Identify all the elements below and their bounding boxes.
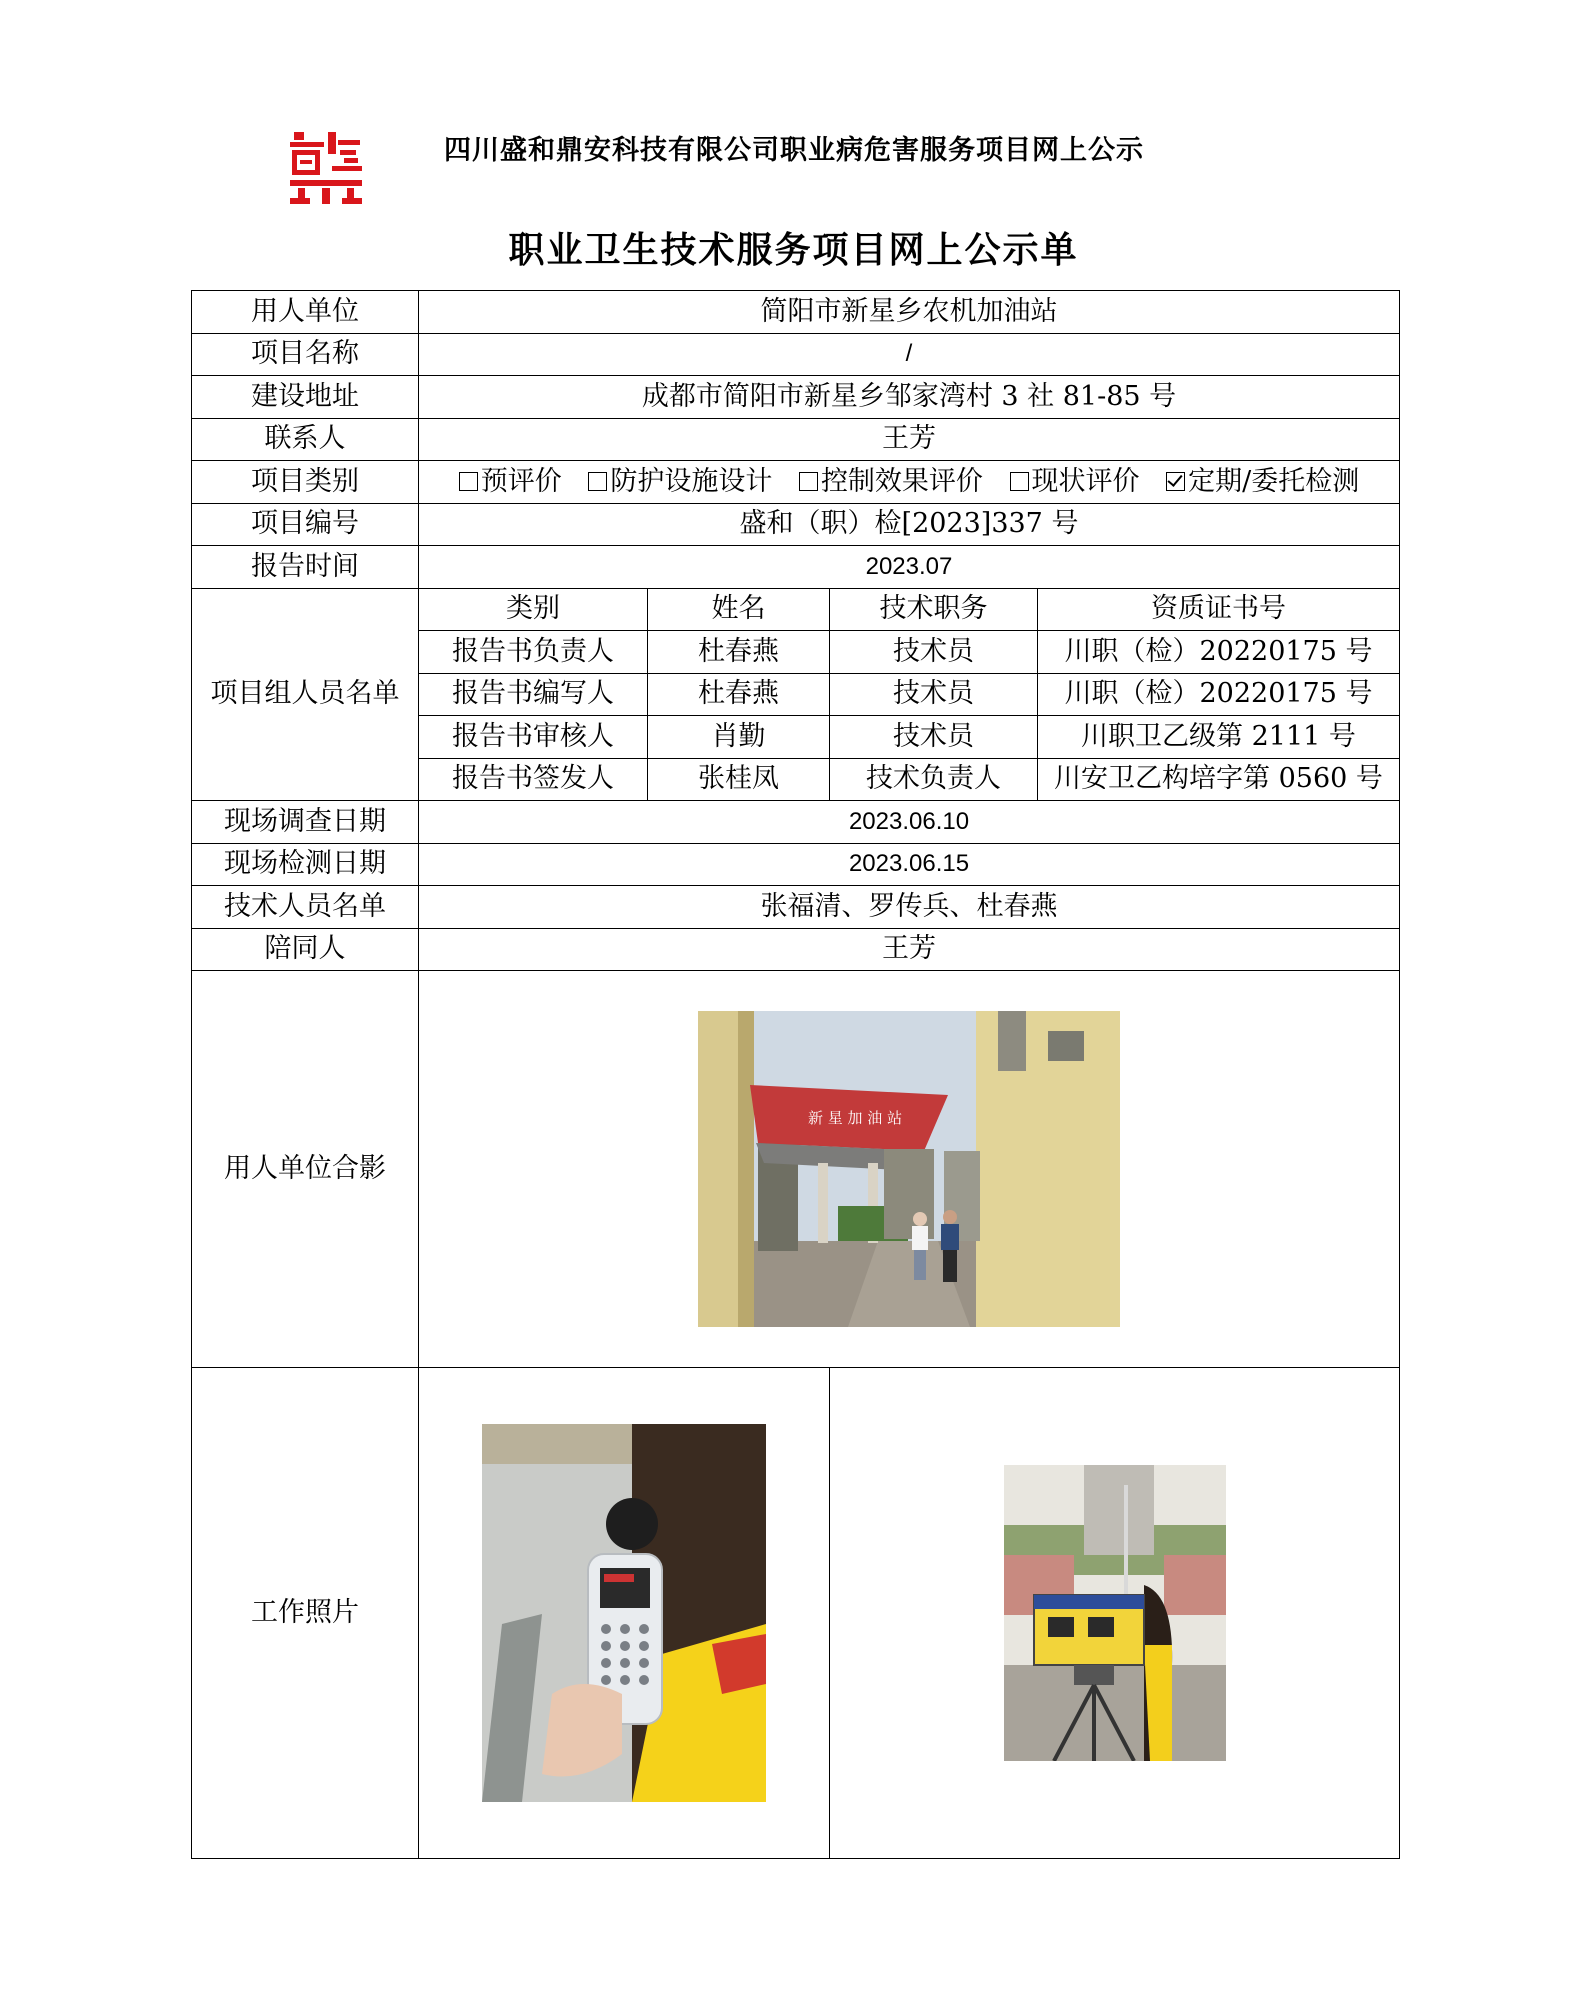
checkbox-icon xyxy=(459,472,478,491)
value-survey-date: 2023.06.10 xyxy=(419,801,1400,844)
value-accompany: 王芳 xyxy=(419,928,1400,971)
category-options xyxy=(419,461,1400,504)
team-name: 张桂凤 xyxy=(648,758,830,801)
option-pre-evaluation: 预评价 xyxy=(459,466,562,497)
row-group-photo xyxy=(192,971,1400,1368)
team-header-title: 技术职务 xyxy=(830,588,1038,631)
label-technicians: 技术人员名单 xyxy=(192,886,419,929)
row-project-no xyxy=(192,503,1400,546)
label-employer: 用人单位 xyxy=(192,291,419,334)
team-name: 肖勤 xyxy=(648,716,830,759)
group-photo-cell xyxy=(419,971,1400,1368)
value-project-name: / xyxy=(419,333,1400,376)
team-title: 技术员 xyxy=(830,631,1038,674)
value-contact: 王芳 xyxy=(419,418,1400,461)
row-category xyxy=(192,461,1400,504)
gas-station-sign: 新 星 加 油 站 xyxy=(808,1109,903,1127)
team-title: 技术员 xyxy=(830,673,1038,716)
label-accompany: 陪同人 xyxy=(192,928,419,971)
group-photo-image xyxy=(698,1011,1120,1327)
row-accompany xyxy=(192,928,1400,971)
row-project-name xyxy=(192,333,1400,376)
value-technicians: 张福清、罗传兵、杜春燕 xyxy=(419,886,1400,929)
checkbox-icon xyxy=(799,472,818,491)
row-survey-date xyxy=(192,801,1400,844)
value-test-date: 2023.06.15 xyxy=(419,843,1400,886)
checkbox-checked-icon xyxy=(1166,472,1185,491)
team-title: 技术负责人 xyxy=(830,758,1038,801)
label-survey-date: 现场调查日期 xyxy=(192,801,419,844)
label-project-name: 项目名称 xyxy=(192,333,419,376)
value-report-time: 2023.07 xyxy=(419,546,1400,589)
team-role: 报告书编写人 xyxy=(419,673,648,716)
team-name: 杜春燕 xyxy=(648,631,830,674)
label-project-no: 项目编号 xyxy=(192,503,419,546)
option-periodic-testing: 定期/委托检测 xyxy=(1166,466,1359,497)
label-address: 建设地址 xyxy=(192,376,419,419)
company-seal-logo xyxy=(288,130,364,206)
company-line: 四川盛和鼎安科技有限公司职业病危害服务项目网上公示 xyxy=(444,135,1144,166)
disclosure-table xyxy=(191,290,1400,1859)
label-contact: 联系人 xyxy=(192,418,419,461)
team-certificate: 川职卫乙级第 2111 号 xyxy=(1038,716,1400,759)
label-report-time: 报告时间 xyxy=(192,546,419,589)
team-name: 杜春燕 xyxy=(648,673,830,716)
work-photo-sound-meter xyxy=(482,1424,766,1802)
work-photo-cell-2 xyxy=(830,1368,1400,1859)
checkbox-icon xyxy=(588,472,607,491)
team-role: 报告书审核人 xyxy=(419,716,648,759)
value-project-no: 盛和（职）检[2023]337 号 xyxy=(419,503,1400,546)
row-report-time xyxy=(192,546,1400,589)
team-certificate: 川职（检）20220175 号 xyxy=(1038,673,1400,716)
team-certificate: 川安卫乙构培字第 0560 号 xyxy=(1038,758,1400,801)
row-test-date xyxy=(192,843,1400,886)
row-employer xyxy=(192,291,1400,334)
label-test-date: 现场检测日期 xyxy=(192,843,419,886)
team-header-category: 类别 xyxy=(419,588,648,631)
row-address xyxy=(192,376,1400,419)
team-header-row xyxy=(192,588,1400,631)
work-photo-air-sampler xyxy=(1004,1465,1226,1761)
label-team: 项目组人员名单 xyxy=(192,588,419,801)
option-control-evaluation: 控制效果评价 xyxy=(799,466,983,497)
label-category: 项目类别 xyxy=(192,461,419,504)
team-header-certificate: 资质证书号 xyxy=(1038,588,1400,631)
work-photo-cell-1 xyxy=(419,1368,830,1859)
team-title: 技术员 xyxy=(830,716,1038,759)
team-role: 报告书签发人 xyxy=(419,758,648,801)
value-address: 成都市简阳市新星乡邹家湾村 3 社 81-85 号 xyxy=(419,376,1400,419)
option-status-evaluation: 现状评价 xyxy=(1010,466,1140,497)
checkbox-icon xyxy=(1010,472,1029,491)
team-header-name: 姓名 xyxy=(648,588,830,631)
row-technicians xyxy=(192,886,1400,929)
page-title: 职业卫生技术服务项目网上公示单 xyxy=(508,229,1079,271)
value-employer: 简阳市新星乡农机加油站 xyxy=(419,291,1400,334)
row-work-photos xyxy=(192,1368,1400,1859)
option-protection-design: 防护设施设计 xyxy=(588,466,772,497)
row-contact xyxy=(192,418,1400,461)
team-role: 报告书负责人 xyxy=(419,631,648,674)
team-certificate: 川职（检）20220175 号 xyxy=(1038,631,1400,674)
label-work-photos: 工作照片 xyxy=(192,1368,419,1859)
label-group-photo: 用人单位合影 xyxy=(192,971,419,1368)
